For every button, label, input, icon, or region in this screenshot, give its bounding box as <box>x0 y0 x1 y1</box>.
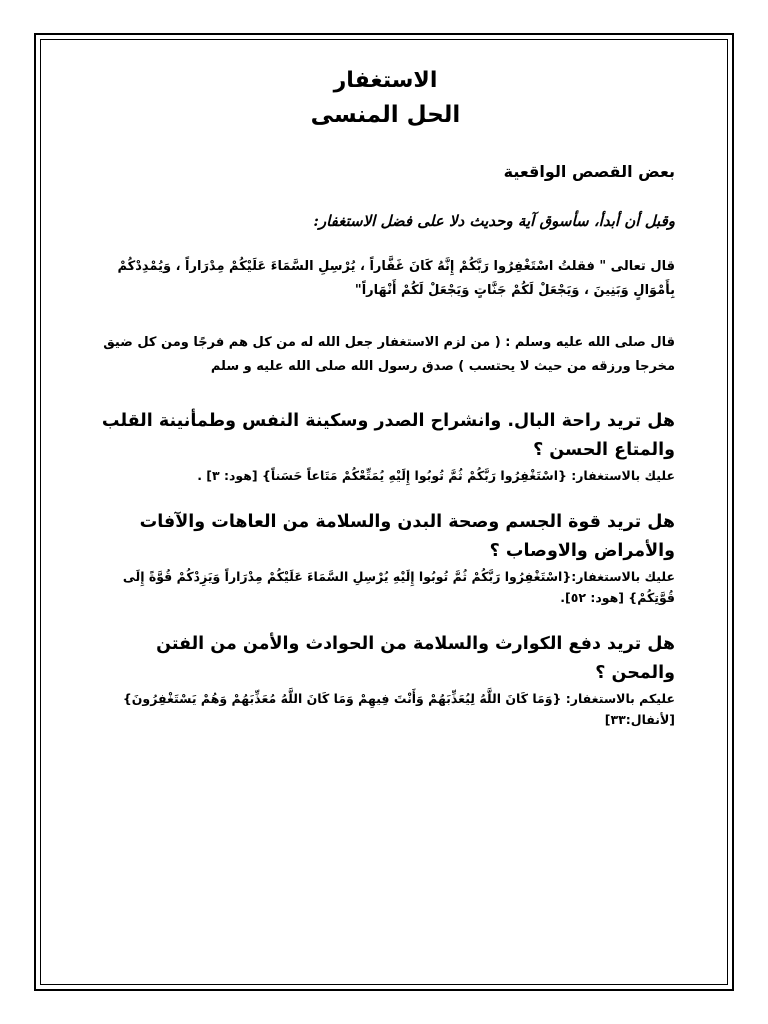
question-heading: هل تريد دفع الكوارث والسلامة من الحوادث والأمن من الفتن والمحن ؟ <box>156 634 675 683</box>
hadith-paragraph: قال صلى الله عليه وسلم : ( من لزم الاستغفار جعل الله له من كل هم فرجًا ومن كل ضيق مخرجا ورزقه من حيث لا يحتسب ) صدق رسول الله صلى الله عليه و سلم <box>103 335 675 374</box>
page-border <box>34 33 734 991</box>
document-subtitle: الحل المنسى <box>310 102 461 128</box>
document-content <box>96 64 675 752</box>
section-heading: بعض القصص الواقعية <box>503 162 675 181</box>
intro-text: وقبل أن أبدأ، سأسوق آية وحديث دلا على فضل الاستغفار: <box>313 212 675 230</box>
question-answer: عليكم بالاستغفار: {وَمَا كَانَ اللَّهُ لِيُعَذِّبَهُمْ وَأَنْتَ فِيهِمْ وَمَا كَانَ اللَّهُ مُعَذِّبَهُمْ وَهُمْ يَسْتَغْفِرُونَ} [لأنفال:٣٣] <box>122 691 675 727</box>
question-answer: عليك بالاستغفار:{اسْتَغْفِرُوا رَبَّكُمْ ثُمَّ تُوبُوا إِلَيْهِ يُرْسِلِ السَّمَاءَ عَلَيْكُمْ مِدْرَاراً وَيَزِدْكُمْ قُوَّةً إِلَى قُوَّتِكُمْ} [هود: ٥٢]. <box>122 569 675 605</box>
document-title: الاستغفار <box>333 68 438 93</box>
verse-paragraph: قال تعالى " فقلتُ اسْتَغْفِرُوا رَبَّكُمْ إِنَّهُ كَانَ غَفَّاراً ، يُرْسِلِ السَّمَاءَ عَلَيْكُمْ مِدْرَاراً ، وَيُمْدِدْكُمْ بِأَمْوَالٍ وَبَنِينَ ، وَيَجْعَلْ لَكُمْ جَنَّاتٍ وَيَجْعَلْ لَكُمْ أَنْهَاراً" <box>117 259 675 298</box>
page-inner-border <box>40 39 728 985</box>
question-heading: هل تريد قوة الجسم وصحة البدن والسلامة من العاهات والآفات والأمراض والاوصاب ؟ <box>139 512 675 561</box>
question-heading: هل تريد راحة البال. وانشراح الصدر وسكينة النفس وطمأنينة القلب والمتاع الحسن ؟ <box>101 411 675 460</box>
question-answer: عليك بالاستغفار: {اسْتَغْفِرُوا رَبَّكُمْ ثُمَّ تُوبُوا إِلَيْهِ يُمَتِّعْكُمْ مَتَاعاً حَسَناً} [هود: ٣] . <box>197 468 675 483</box>
